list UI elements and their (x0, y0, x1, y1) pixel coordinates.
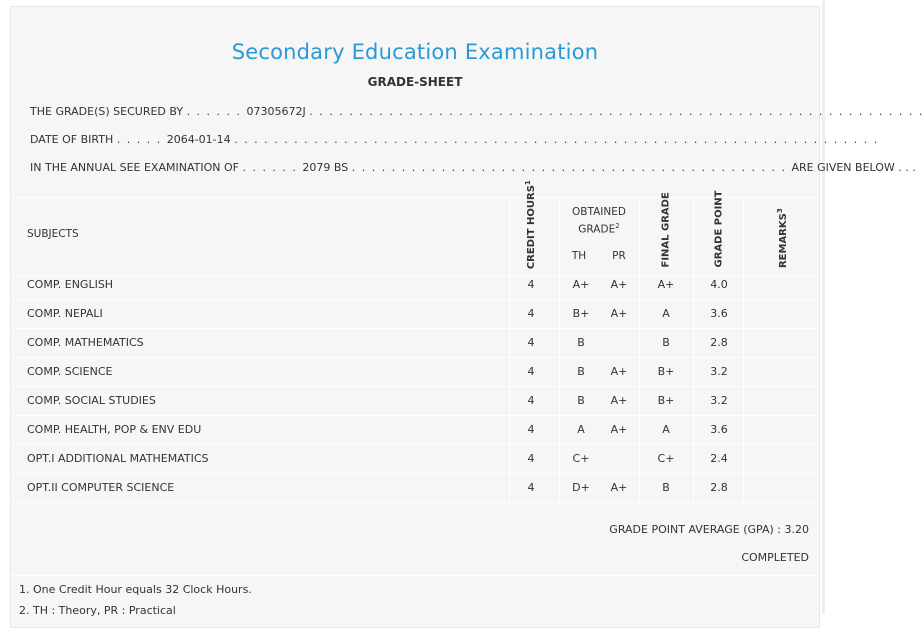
grade-point-cell: 3.6 (710, 307, 728, 320)
page-edge (822, 0, 825, 614)
final-grade-cell: B (662, 481, 670, 494)
subject-cell: COMP. SOCIAL STUDIES (27, 394, 156, 407)
th-header: TH (571, 250, 587, 262)
subject-cell: COMP. ENGLISH (27, 278, 114, 291)
final-grade-cell: B+ (657, 394, 675, 407)
credit-cell: 4 (527, 481, 535, 494)
table-row (13, 415, 819, 445)
subject-cell: OPT.I ADDITIONAL MATHEMATICS (27, 452, 209, 465)
pr-grade-cell: A+ (610, 278, 628, 291)
secured-by-label: THE GRADE(S) SECURED BY (30, 105, 184, 118)
final-grade-cell: A+ (657, 278, 675, 291)
pr-header: PR (612, 250, 626, 262)
credit-cell: 4 (527, 307, 535, 320)
table-row (13, 357, 819, 387)
result-status: COMPLETED (741, 551, 809, 564)
footnote-th-pr: 2. TH : Theory, PR : Practical (19, 604, 176, 617)
dob-label: DATE OF BIRTH (30, 133, 114, 146)
credit-cell: 4 (527, 365, 535, 378)
obtained-grade-header: OBTAINED GRADE$^2$ (572, 206, 626, 236)
grade-sheet (10, 6, 924, 628)
subject-cell: COMP. SCIENCE (27, 365, 113, 378)
th-grade-cell: A+ (572, 278, 590, 291)
pr-grade-cell: A+ (610, 423, 628, 436)
th-grade-cell: B (577, 394, 585, 407)
final-grade-header: FINAL GRADE (660, 192, 672, 268)
grade-point-cell: 4.0 (710, 278, 728, 291)
th-grade-cell: B+ (572, 307, 590, 320)
grade-point-cell: 3.6 (710, 423, 728, 436)
credit-cell: 4 (527, 278, 535, 291)
grade-point-cell: 2.8 (710, 481, 728, 494)
subjects-header: SUBJECTS (27, 228, 79, 240)
table-row (13, 299, 819, 329)
table-row (13, 473, 819, 503)
credit-cell: 4 (527, 423, 535, 436)
subject-cell: OPT.II COMPUTER SCIENCE (27, 481, 175, 494)
table-row (13, 270, 819, 300)
pr-grade-cell: A+ (610, 481, 628, 494)
gpa-summary: GRADE POINT AVERAGE (GPA) : 3.20 (609, 523, 809, 536)
remarks-header: REMARKS$^3$ (775, 208, 790, 269)
dob-value: 2064-01-14 (166, 133, 231, 146)
th-grade-cell: A (577, 423, 585, 436)
page-title: Secondary Education Examination (231, 40, 599, 64)
credit-cell: 4 (527, 336, 535, 349)
subject-cell: COMP. MATHEMATICS (27, 336, 144, 349)
th-grade-cell: B (577, 365, 585, 378)
th-grade-cell: D+ (572, 481, 590, 494)
secured-by-line: THE GRADE(S) SECURED BY . . . . . . 07305672J . . . . . . . . . . . . . . . . . . . . . . . . . . . . . . . . . . . . . . . . . . . . . . . . . . . . . . . . . . . . . . (30, 105, 924, 118)
subject-cell: COMP. NEPALI (27, 307, 103, 320)
pr-grade-cell: A+ (610, 365, 628, 378)
subject-cell: COMP. HEALTH, POP & ENV EDU (27, 423, 202, 436)
grade-point-cell: 2.8 (710, 336, 728, 349)
table-row (13, 328, 819, 358)
credit-hours-header: CREDIT HOURS$^1$ (523, 180, 538, 270)
footnote-credit-hour: 1. One Credit Hour equals 32 Clock Hours. (19, 583, 252, 596)
final-grade-cell: B+ (657, 365, 675, 378)
final-grade-cell: B (662, 336, 670, 349)
table-row (13, 386, 819, 416)
grade-point-header: GRADE POINT (713, 190, 725, 268)
grade-point-cell: 3.2 (710, 394, 728, 407)
table-row (13, 444, 819, 474)
exam-label: IN THE ANNUAL SEE EXAMINATION OF (30, 161, 239, 174)
grade-point-cell: 2.4 (710, 452, 728, 465)
pr-grade-cell: A+ (610, 307, 628, 320)
exam-suffix: ARE GIVEN BELOW . . . (791, 161, 916, 174)
th-grade-cell: B (577, 336, 585, 349)
final-grade-cell: A (662, 307, 670, 320)
symbol-number: 07305672J (246, 105, 306, 118)
dob-line: DATE OF BIRTH . . . . . 2064-01-14 . . . . . . . . . . . . . . . . . . . . . . . . . . . . . . . . . . . . . . . . . . . . . . . . . . . . . . . . . . . . . . . . . (30, 133, 879, 146)
table-header (13, 180, 819, 277)
page-subtitle: GRADE-SHEET (367, 75, 463, 89)
credit-cell: 4 (527, 394, 535, 407)
credit-cell: 4 (527, 452, 535, 465)
final-grade-cell: C+ (657, 452, 675, 465)
exam-line: IN THE ANNUAL SEE EXAMINATION OF . . . . . . 2079 BS . . . . . . . . . . . . . . . . . . . . . . . . . . . . . . . . . . . . . . . . . . . . ARE GIVEN BELOW . . . (30, 161, 916, 174)
pr-grade-cell: A+ (610, 394, 628, 407)
exam-year: 2079 BS (302, 161, 349, 174)
final-grade-cell: A (662, 423, 670, 436)
grade-point-cell: 3.2 (710, 365, 728, 378)
th-grade-cell: C+ (572, 452, 590, 465)
